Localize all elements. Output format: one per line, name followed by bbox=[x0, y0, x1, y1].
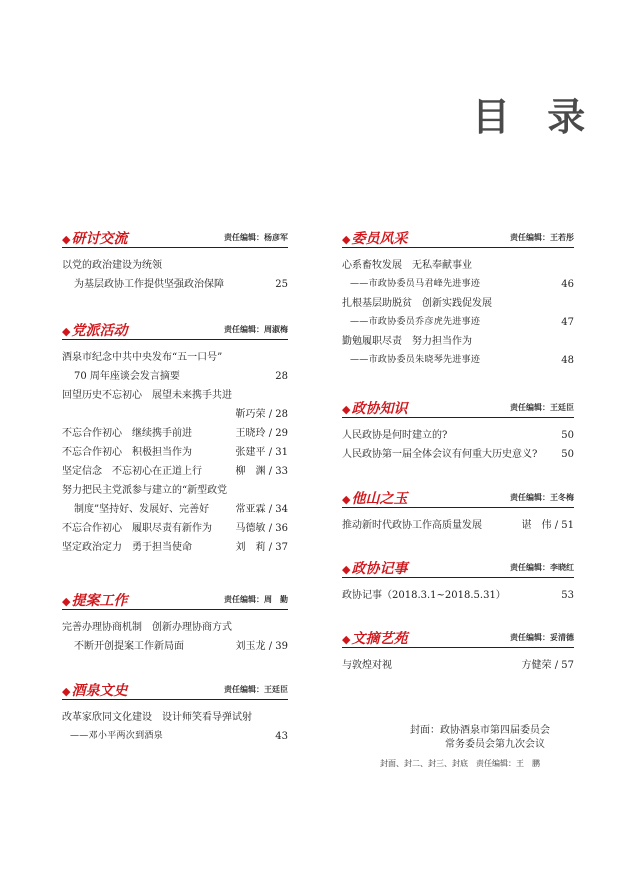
toc-entry[interactable] bbox=[342, 313, 574, 332]
section-name bbox=[62, 228, 127, 248]
section-title: 他山之玉 bbox=[351, 491, 408, 507]
section-header bbox=[62, 228, 288, 250]
section-header bbox=[62, 320, 288, 342]
toc-entry[interactable] bbox=[62, 424, 288, 443]
diamond-icon: ◆ bbox=[342, 563, 351, 576]
toc-entry[interactable] bbox=[62, 367, 288, 386]
entry-list bbox=[342, 650, 574, 675]
toc-entry[interactable] bbox=[342, 656, 574, 675]
section-name bbox=[62, 320, 127, 340]
entry-page: 25 bbox=[275, 279, 288, 290]
diamond-icon: ◆ bbox=[62, 325, 71, 338]
entry-title: 酒泉市纪念中共中央发布“五一口号” bbox=[62, 352, 223, 363]
section-name bbox=[342, 628, 407, 648]
entry-title: 以党的政治建设为统领 bbox=[62, 260, 162, 271]
cover-line-1: 封面：政协酒泉市第四届委员会 bbox=[410, 725, 550, 736]
entry-title: 不忘合作初心 积极担当作为 bbox=[62, 447, 192, 458]
section-title: 研讨交流 bbox=[71, 231, 128, 247]
entry-title: 人民政协是何时建立的? bbox=[342, 430, 448, 441]
section-header bbox=[342, 488, 574, 510]
entry-title: 改革家欣同文化建设 设计师笑看导弹试射 bbox=[62, 712, 252, 723]
toc-entry[interactable] bbox=[62, 637, 288, 656]
entry-page: 28 bbox=[275, 371, 288, 382]
section-editor: 责任编辑：王冬梅 bbox=[510, 493, 574, 502]
cover-caption bbox=[410, 724, 550, 752]
entry-title: 人民政协第一届全体会议有何重大历史意义? bbox=[342, 449, 538, 460]
toc-entry[interactable] bbox=[62, 348, 288, 367]
section-editor: 责任编辑：王廷臣 bbox=[510, 403, 574, 412]
entry-list bbox=[62, 342, 288, 557]
entry-page: 43 bbox=[275, 731, 288, 742]
entry-title: ——邓小平两次到酒泉 bbox=[70, 731, 164, 741]
section-header bbox=[342, 398, 574, 420]
entry-title: 坚定信念 不忘初心在正道上行 bbox=[62, 466, 202, 477]
entry-title: 政协记事（2018.3.1~2018.5.31） bbox=[342, 590, 506, 601]
diamond-icon: ◆ bbox=[342, 633, 351, 646]
toc-entry[interactable] bbox=[62, 481, 288, 500]
section bbox=[342, 628, 574, 675]
entry-list bbox=[62, 702, 288, 746]
section-editor: 责任编辑：妥清德 bbox=[510, 633, 574, 642]
section bbox=[62, 228, 288, 294]
entry-page: 46 bbox=[561, 279, 574, 290]
entry-page: 53 bbox=[561, 590, 574, 601]
diamond-icon: ◆ bbox=[342, 403, 351, 416]
section bbox=[342, 398, 574, 464]
entry-title: 与敦煌对视 bbox=[342, 660, 392, 671]
entry-page: 常亚霖 / 34 bbox=[235, 504, 288, 515]
section-divider bbox=[342, 647, 574, 648]
section-divider bbox=[342, 577, 574, 578]
toc-entry[interactable] bbox=[62, 443, 288, 462]
section-header bbox=[342, 558, 574, 580]
entry-page: 柳 渊 / 33 bbox=[235, 466, 288, 477]
section-divider bbox=[62, 609, 288, 610]
section-name bbox=[62, 590, 127, 610]
toc-entry[interactable] bbox=[62, 618, 288, 637]
section-title: 文摘艺苑 bbox=[351, 631, 408, 647]
toc-entry[interactable] bbox=[62, 256, 288, 275]
entry-page: 谌 伟 / 51 bbox=[521, 520, 574, 531]
section-editor: 责任编辑：王若彤 bbox=[510, 233, 574, 242]
entry-page: 靳巧荣 / 28 bbox=[235, 409, 288, 420]
entry-title: 推动新时代政协工作高质量发展 bbox=[342, 520, 482, 531]
entry-title: 不断开创提案工作新局面 bbox=[74, 641, 184, 652]
page-title: 目 录 bbox=[472, 95, 598, 139]
entry-list bbox=[342, 250, 574, 370]
entry-list bbox=[62, 612, 288, 656]
section-divider bbox=[342, 417, 574, 418]
section-header bbox=[62, 590, 288, 612]
entry-title: 不忘合作初心 继续携手前进 bbox=[62, 428, 192, 439]
section-name bbox=[62, 680, 127, 700]
entry-title: 扎根基层助脱贫 创新实践促发展 bbox=[342, 298, 492, 309]
toc-entry[interactable] bbox=[62, 462, 288, 481]
section-name bbox=[342, 228, 407, 248]
section-title: 党派活动 bbox=[71, 323, 128, 339]
toc-entry[interactable] bbox=[62, 405, 288, 424]
entry-list bbox=[342, 420, 574, 464]
section-divider bbox=[62, 339, 288, 340]
toc-entry[interactable] bbox=[342, 516, 574, 535]
entry-title: ——市政协委员乔彦虎先进事迹 bbox=[350, 317, 481, 327]
section-title: 提案工作 bbox=[71, 593, 128, 609]
entry-title: 勤勉履职尽责 努力担当作为 bbox=[342, 336, 472, 347]
section-divider bbox=[62, 247, 288, 248]
entry-page: 刘 莉 / 37 bbox=[235, 542, 288, 553]
section bbox=[342, 488, 574, 535]
entry-page: 47 bbox=[561, 317, 574, 328]
entry-page: 50 bbox=[561, 449, 574, 460]
entry-list bbox=[62, 250, 288, 294]
section-editor: 责任编辑：李晓红 bbox=[510, 563, 574, 572]
entry-title: 为基层政协工作提供坚强政治保障 bbox=[74, 279, 224, 290]
entry-page: 48 bbox=[561, 355, 574, 366]
section bbox=[62, 680, 288, 746]
toc-entry[interactable] bbox=[342, 426, 574, 445]
section-title: 酒泉文史 bbox=[71, 683, 128, 699]
section-name bbox=[342, 558, 407, 578]
section-title: 政协记事 bbox=[351, 561, 408, 577]
section-editor: 责任编辑：王廷臣 bbox=[224, 685, 288, 694]
section-header bbox=[342, 228, 574, 250]
diamond-icon: ◆ bbox=[62, 685, 71, 698]
toc-entry[interactable] bbox=[342, 445, 574, 464]
diamond-icon: ◆ bbox=[342, 493, 351, 506]
toc-entry[interactable] bbox=[342, 332, 574, 351]
toc-entry[interactable] bbox=[62, 386, 288, 405]
entry-page: 50 bbox=[561, 430, 574, 441]
section-title: 政协知识 bbox=[351, 401, 408, 417]
section-name bbox=[342, 398, 407, 418]
section bbox=[342, 228, 574, 370]
toc-entry[interactable] bbox=[62, 500, 288, 519]
section-editor: 责任编辑：周淑梅 bbox=[224, 325, 288, 334]
entry-title: 努力把民主党派参与建立的“新型政党 bbox=[62, 485, 228, 496]
entry-title: 70 周年座谈会发言摘要 bbox=[74, 371, 180, 382]
section-title: 委员风采 bbox=[351, 231, 408, 247]
entry-title: 完善办理协商机制 创新办理协商方式 bbox=[62, 622, 232, 633]
toc-entry[interactable] bbox=[342, 586, 574, 605]
entry-page: 刘玉龙 / 39 bbox=[235, 641, 288, 652]
footer-credits: 封面、封二、封三、封底 责任编辑：王 鹏 bbox=[380, 759, 540, 768]
section-divider bbox=[342, 247, 574, 248]
toc-entry[interactable] bbox=[342, 351, 574, 370]
section-header bbox=[62, 680, 288, 702]
section bbox=[342, 558, 574, 605]
entry-title: 回望历史不忘初心 展望未来携手共进 bbox=[62, 390, 232, 401]
entry-list bbox=[342, 580, 574, 605]
entry-title: 不忘合作初心 履职尽责有新作为 bbox=[62, 523, 212, 534]
section-divider bbox=[342, 507, 574, 508]
diamond-icon: ◆ bbox=[62, 595, 71, 608]
toc-entry[interactable] bbox=[62, 727, 288, 746]
section bbox=[62, 590, 288, 656]
entry-page: 马德敏 / 36 bbox=[235, 523, 288, 534]
entry-title: ——市政协委员马君峰先进事迹 bbox=[350, 279, 481, 289]
entry-title: 制度”坚持好、发展好、完善好 bbox=[74, 504, 210, 515]
diamond-icon: ◆ bbox=[342, 233, 351, 246]
section-header bbox=[342, 628, 574, 650]
toc-entry[interactable] bbox=[62, 275, 288, 294]
toc-entry[interactable] bbox=[342, 294, 574, 313]
entry-title: 心系畜牧发展 无私奉献事业 bbox=[342, 260, 472, 271]
entry-list bbox=[342, 510, 574, 535]
section-editor: 责任编辑：周 勤 bbox=[224, 595, 288, 604]
section bbox=[62, 320, 288, 557]
section-divider bbox=[62, 699, 288, 700]
entry-title: ——市政协委员朱晓琴先进事迹 bbox=[350, 355, 481, 365]
toc-entry[interactable] bbox=[62, 519, 288, 538]
entry-page: 方健荣 / 57 bbox=[521, 660, 574, 671]
entry-page: 张建平 / 31 bbox=[235, 447, 288, 458]
toc-entry[interactable] bbox=[342, 275, 574, 294]
entry-title: 坚定政治定力 勇于担当使命 bbox=[62, 542, 192, 553]
entry-page: 王晓玲 / 29 bbox=[235, 428, 288, 439]
toc-entry[interactable] bbox=[342, 256, 574, 275]
cover-line-2: 常务委员会第九次会议 bbox=[445, 739, 545, 750]
toc-entry[interactable] bbox=[62, 538, 288, 557]
toc-entry[interactable] bbox=[62, 708, 288, 727]
section-editor: 责任编辑：杨彦军 bbox=[224, 233, 288, 242]
diamond-icon: ◆ bbox=[62, 233, 71, 246]
section-name bbox=[342, 488, 407, 508]
